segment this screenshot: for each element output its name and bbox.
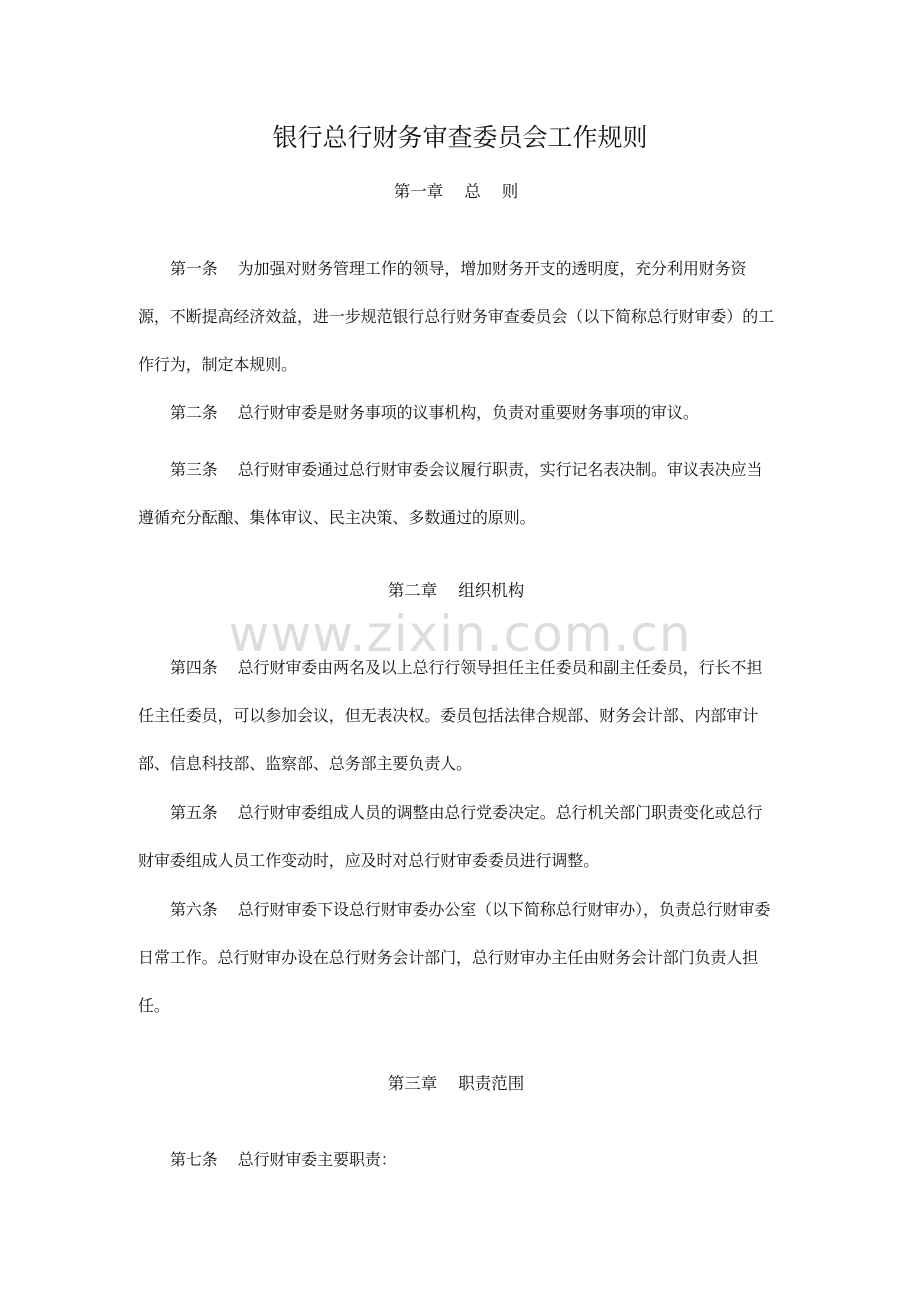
watermark-text: www.zixin.com.cn [228,605,692,663]
chapter-heading-3: 第三章 职责范围 [387,1074,525,1093]
chapter-heading-2: 第二章 组织机构 [387,581,525,600]
article-5: 第五条 总行财审委组成人员的调整由总行党委决定。总行机关部门职责变化或总行财审委组成人员工作变动时，应及时对总行财审委委员进行调整。 [138,803,763,870]
article-1: 第一条 为加强对财务管理工作的领导，增加财务开支的透明度，充分利用财务资源，不断提高经济效益，进一步规范银行总行财务审查委员会（以下简称总行财审委）的工作行为，制定本规则。 [138,259,775,374]
article-4: 第四条 总行财审委由两名及以上总行行领导担任主任委员和副主任委员，行长不担任主任委员，可以参加会议，但无表决权。委员包括法律合规部、财务会计部、内部审计部、信息科技部、监察部、总务部主要负责人。 [138,658,763,773]
article-3: 第三条 总行财审委通过总行财审委会议履行职责，实行记名表决制。审议表决应当遵循充分酝酿、集体审议、民主决策、多数通过的原则。 [138,460,763,527]
document-title: 银行总行财务审查委员会工作规则 [272,123,648,152]
article-6: 第六条 总行财审委下设总行财审委办公室（以下简称总行财审办），负责总行财审委日常工作。总行财审办设在总行财务会计部门，总行财审办主任由财务会计部门负责人担任。 [138,900,771,1015]
chapter-heading-1: 第一章 总 则 [393,182,519,201]
article-2: 第二条 总行财审委是财务事项的议事机构，负责对重要财务事项的审议。 [170,403,699,422]
article-7: 第七条 总行财审委主要职责： [170,1150,397,1169]
